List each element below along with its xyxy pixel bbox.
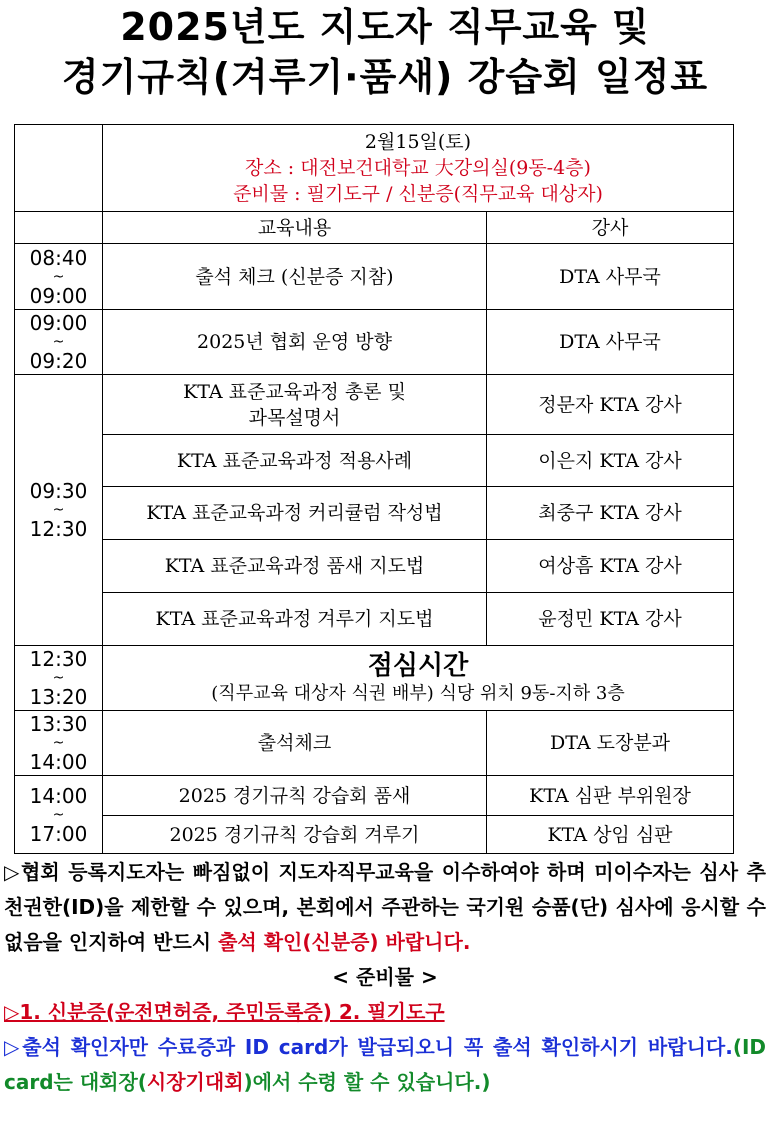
content-line-1: KTA 표준교육과정 총론 및 <box>183 380 406 403</box>
idcard-notice: ▷출석 확인자만 수료증과 ID card가 발급되오니 꼭 출석 확인하시기 바랍니다. <box>4 1035 733 1059</box>
notice-paragraph <box>4 855 766 960</box>
table-header-row <box>15 125 734 212</box>
time-end: 17:00 <box>29 821 88 846</box>
time-start: 08:40 <box>29 245 88 270</box>
table-row <box>15 593 734 646</box>
table-row <box>15 776 734 816</box>
event-venue: 장소 : 대전보건대학교 大강의실(9동-4층) <box>245 157 591 179</box>
time-end: 14:00 <box>29 750 88 774</box>
column-header-row <box>15 212 734 244</box>
instructor-cell: 정문자 KTA 강사 <box>487 375 734 435</box>
supplies-heading: < 준비물 > <box>332 965 438 989</box>
notice-emphasis: 출석 확인(신분증) 바랍니다. <box>218 930 471 954</box>
content-cell: 2025년 협회 운영 방향 <box>103 310 487 375</box>
table-row <box>15 816 734 854</box>
content-cell: KTA 표준교육과정 겨루기 지도법 <box>103 593 487 646</box>
time-start: 09:00 <box>29 311 88 335</box>
event-date: 2월15일(토) <box>364 131 472 153</box>
instructor-cell: DTA 도장분과 <box>487 711 734 776</box>
content-cell: 출석체크 <box>103 711 487 776</box>
tilde: ~ <box>52 268 65 285</box>
content-cell: KTA 표준교육과정 품새 지도법 <box>103 540 487 593</box>
time-cell <box>15 776 103 854</box>
idcard-paragraph <box>4 1030 766 1100</box>
instructor-cell: 윤정민 KTA 강사 <box>487 593 734 646</box>
title-line-2: 경기규칙(겨루기·품새) 강습회 일정표 <box>61 55 709 99</box>
time-start: 14:00 <box>29 783 88 808</box>
supplies-line: ▷1. 신분증(운전면허증, 주민등록증) 2. 필기도구 <box>4 1000 445 1024</box>
tilde: ~ <box>52 735 65 751</box>
instructor-cell: 이은지 KTA 강사 <box>487 435 734 487</box>
content-cell: KTA 표준교육과정 적용사례 <box>103 435 487 487</box>
title-line-1: 2025년도 지도자 직무교육 및 <box>120 5 650 49</box>
instructor-cell: KTA 상임 심판 <box>487 816 734 854</box>
supplies-line-wrap <box>4 995 766 1030</box>
table-row <box>15 435 734 487</box>
content-cell <box>103 375 487 435</box>
idcard-note-venue: 시장기대회 <box>146 1070 244 1094</box>
instructor-cell: DTA 사무국 <box>487 244 734 310</box>
content-cell: 2025 경기규칙 강습회 품새 <box>103 776 487 816</box>
tilde: ~ <box>52 502 65 518</box>
table-row <box>15 540 734 593</box>
instructor-cell: KTA 심판 부위원장 <box>487 776 734 816</box>
time-cell <box>15 646 103 711</box>
schedule-table <box>14 124 734 854</box>
idcard-note-part1: (ID card는 대회장( <box>4 1035 766 1094</box>
time-start: 13:30 <box>29 712 88 736</box>
time-end: 09:00 <box>29 283 88 308</box>
column-header-content: 교육내용 <box>103 212 487 244</box>
tilde: ~ <box>52 334 65 350</box>
lunch-title: 점심시간 <box>367 651 469 681</box>
time-cell <box>15 711 103 776</box>
table-row <box>15 487 734 540</box>
event-supplies: 준비물 : 필기도구 / 신분증(직무교육 대상자) <box>233 183 603 205</box>
instructor-cell: 최중구 KTA 강사 <box>487 487 734 540</box>
lunch-row <box>15 646 734 711</box>
time-cell <box>15 244 103 310</box>
table-row <box>15 310 734 375</box>
content-cell: 2025 경기규칙 강습회 겨루기 <box>103 816 487 854</box>
event-info <box>103 125 734 212</box>
time-end: 13:20 <box>29 685 88 709</box>
time-cell <box>15 375 103 646</box>
table-row <box>15 375 734 435</box>
lunch-note: (직무교육 대상자 식권 배부) 식당 위치 9동-지하 3층 <box>211 683 625 704</box>
page-title <box>0 2 770 102</box>
column-header-instructor: 강사 <box>487 212 734 244</box>
table-row <box>15 711 734 776</box>
table-row <box>15 244 734 310</box>
tilde: ~ <box>52 670 65 686</box>
time-end: 09:20 <box>29 349 88 373</box>
time-start: 12:30 <box>29 647 88 671</box>
content-line-2: 과목설명서 <box>248 406 341 429</box>
instructor-cell: 여상흠 KTA 강사 <box>487 540 734 593</box>
content-cell: KTA 표준교육과정 커리큘럼 작성법 <box>103 487 487 540</box>
time-start: 09:30 <box>29 479 88 503</box>
content-cell: 출석 체크 (신분증 지참) <box>103 244 487 310</box>
instructor-cell: DTA 사무국 <box>487 310 734 375</box>
lunch-cell <box>103 646 734 711</box>
time-cell <box>15 310 103 375</box>
tilde: ~ <box>52 806 65 823</box>
time-end: 12:30 <box>29 517 88 541</box>
notice-main: ▷협회 등록지도자는 빠짐없이 지도자직무교육을 이수하여야 하며 미이수자는 심사 추천권한(ID)을 제한할 수 있으며, 본회에서 주관하는 국기원 승품(단) 심사에 응시할 수 없음을 인지하여 반드시 <box>4 860 766 954</box>
idcard-note-part2: )에서 수령 할 수 있습니다.) <box>243 1070 491 1094</box>
notes-section <box>4 855 766 1100</box>
